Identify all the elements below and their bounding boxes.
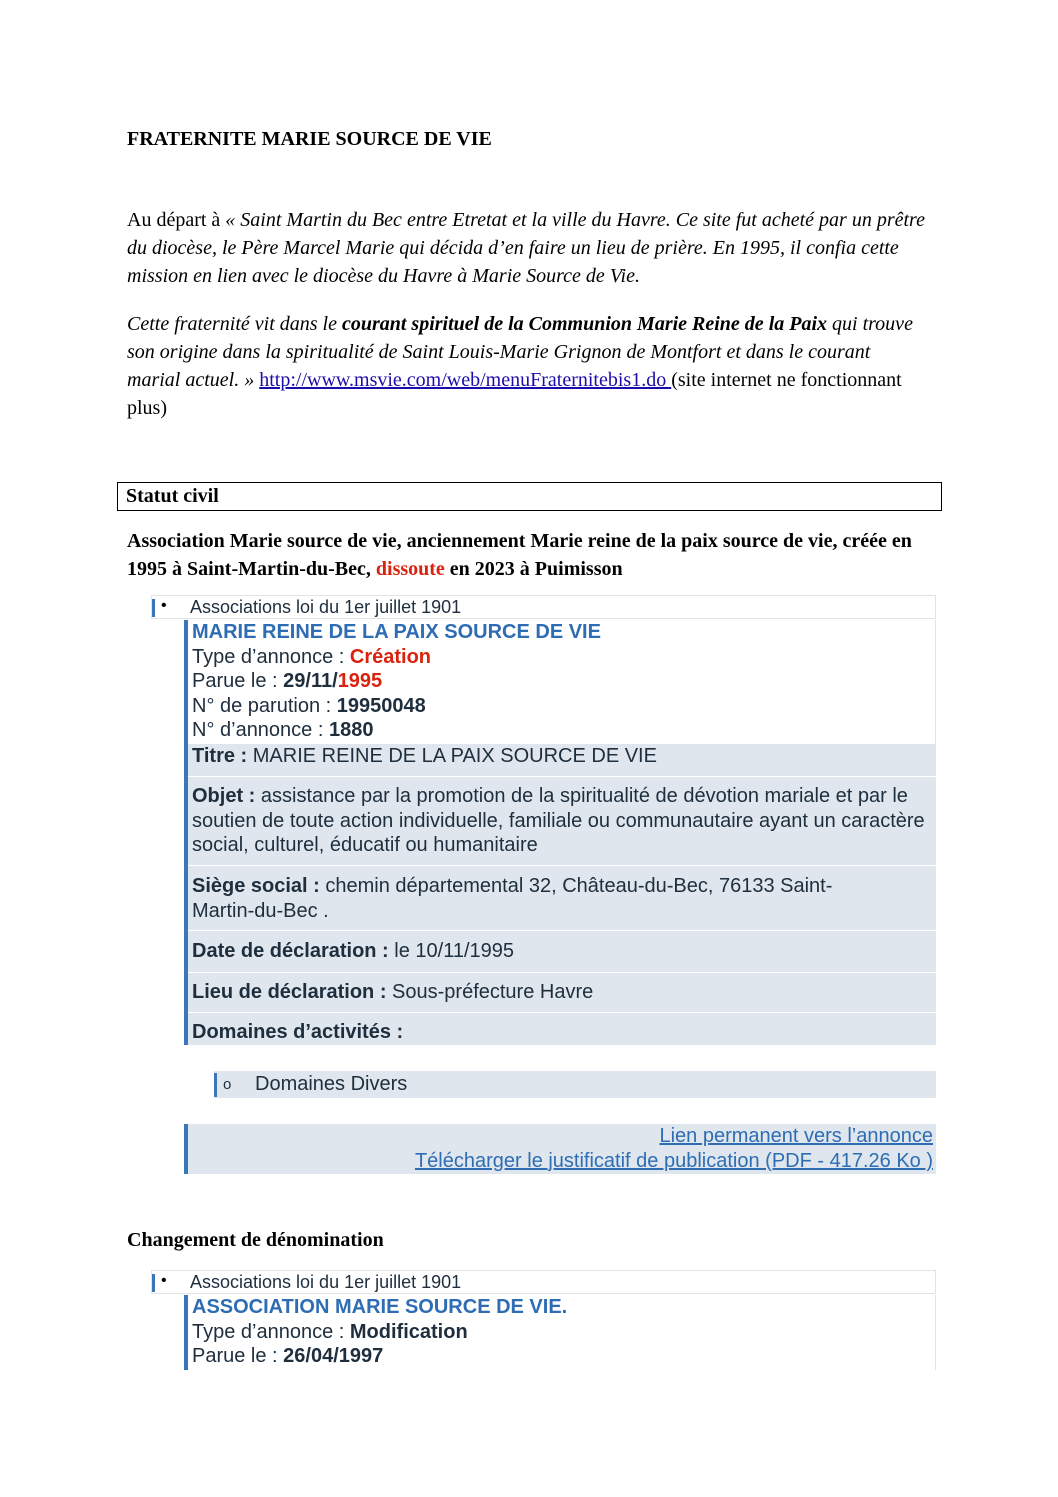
detail-siege xyxy=(192,874,892,923)
annonce2-parue xyxy=(192,1344,935,1369)
annonce-value: 1880 xyxy=(328,719,374,741)
permanent-link[interactable]: Lien permanent vers l’annonce xyxy=(659,1125,933,1147)
lieu-label: Lieu de déclaration : xyxy=(192,981,393,1003)
annonce2-category-row xyxy=(151,1270,936,1294)
association-summary xyxy=(127,527,927,583)
detail-titre xyxy=(192,744,937,769)
parue-value: 26/04/1997 xyxy=(283,1345,384,1367)
annonce-label: N° d’annonce : xyxy=(192,719,329,741)
parution-label: N° de parution : xyxy=(192,694,337,717)
parution-value: 19950048 xyxy=(336,694,426,717)
annonce2-type xyxy=(192,1320,935,1345)
dissoute-label: dissoute xyxy=(375,558,445,580)
domaine-item xyxy=(214,1071,936,1098)
detail-domaines xyxy=(192,1020,937,1045)
spirituality-text-start: Cette fraternité vit dans le xyxy=(127,313,342,335)
type-value: Modification xyxy=(349,1320,468,1343)
bullet-icon: • xyxy=(161,597,167,614)
spirituality-bold: courant spirituel de la Communion Marie Reine de la Paix xyxy=(341,313,828,335)
domaine-item-label: Domaines Divers xyxy=(255,1073,408,1095)
download-pdf-link[interactable]: Télécharger le justificatif de publication (PDF - 417.26 Ko ) xyxy=(414,1150,933,1172)
date-value: le 10/11/1995 xyxy=(394,940,515,962)
link-note: (site internet ne fonctionnant plus) xyxy=(127,369,902,419)
annonce2-category: Associations loi du 1er juillet 1901 xyxy=(190,1272,462,1292)
divider xyxy=(188,865,936,866)
siege-label: Siège social : xyxy=(192,875,326,897)
annonce2-header xyxy=(184,1295,936,1370)
annonce1-category-row xyxy=(151,595,936,619)
summary-part2: en 2023 à Puimisson xyxy=(444,558,623,580)
parue-date: 29/11/ xyxy=(283,670,338,692)
parue-year: 1995 xyxy=(337,670,383,692)
siege-value: chemin départemental 32, Château-du-Bec, 76133 Saint-Martin-du-Bec . xyxy=(192,875,833,922)
document-title: FRATERNITE MARIE SOURCE DE VIE xyxy=(127,128,492,150)
msvie-link[interactable]: http://www.msvie.com/web/menuFraternitebis1.do xyxy=(259,369,672,391)
section-title-changement: Changement de dénomination xyxy=(127,1229,384,1251)
divider xyxy=(188,972,936,973)
spirituality-text-end: qui trouve son origine dans la spiritualité de Saint Louis-Marie Grignon de Montfort et dans le courant marial actuel. » xyxy=(127,313,913,391)
spirituality-paragraph xyxy=(127,310,927,422)
annonce1-links xyxy=(184,1124,936,1174)
annonce1-type xyxy=(192,645,935,670)
bullet-icon: • xyxy=(161,1272,167,1289)
lieu-value: Sous-préfecture Havre xyxy=(392,981,594,1003)
titre-value: MARIE REINE DE LA PAIX SOURCE DE VIE xyxy=(252,745,657,767)
objet-label: Objet : xyxy=(192,785,261,807)
domaines-label: Domaines d’activités : xyxy=(192,1021,404,1043)
type-label: Type d’annonce : xyxy=(192,1320,350,1343)
summary-part1: Association Marie source de vie, anciennement Marie reine de la paix source de vie, créée en 1995 à Saint-Martin-du-Bec, xyxy=(127,530,912,580)
accent-bar xyxy=(214,1073,217,1097)
statut-civil-label: Statut civil xyxy=(126,485,219,507)
intro-prefix: Au départ à xyxy=(127,209,226,231)
annonce1-details xyxy=(184,744,936,1045)
annonce1-header xyxy=(184,620,936,744)
detail-date xyxy=(192,939,937,964)
annonce1-title: MARIE REINE DE LA PAIX SOURCE DE VIE xyxy=(192,621,601,643)
accent-bar xyxy=(152,599,155,617)
annonce1-category: Associations loi du 1er juillet 1901 xyxy=(190,597,462,617)
divider xyxy=(188,930,936,931)
annonce2-title: ASSOCIATION MARIE SOURCE DE VIE. xyxy=(192,1296,568,1318)
annonce1-parue xyxy=(192,669,935,694)
objet-value: assistance par la promotion de la spiritualité de dévotion mariale et par le soutien de toute action individuelle, familiale ou communautaire ayant un caractère social, culturel, éducatif ou humanitaire xyxy=(192,785,925,856)
intro-quote: « Saint Martin du Bec entre Etretat et la ville du Havre. Ce site fut acheté par un prêtre du diocèse, le Père Marcel Marie qui décida d’en faire un lieu de prière. En 1995, il confia cette mission en lien avec le diocèse du Havre à Marie Source de Vie. xyxy=(127,209,925,287)
titre-label: Titre : xyxy=(192,745,253,767)
annonce1-numero xyxy=(192,718,935,743)
type-label: Type d’annonce : xyxy=(192,645,350,668)
detail-lieu xyxy=(192,980,937,1005)
circle-bullet-icon: o xyxy=(223,1076,232,1093)
divider xyxy=(188,776,936,777)
date-label: Date de déclaration : xyxy=(192,940,395,962)
divider xyxy=(188,1012,936,1013)
type-value: Création xyxy=(349,645,432,668)
statut-civil-box xyxy=(117,482,942,511)
detail-objet xyxy=(192,784,937,858)
parue-label: Parue le : xyxy=(192,1345,284,1367)
annonce1-parution xyxy=(192,694,935,719)
accent-bar xyxy=(152,1274,155,1292)
intro-paragraph xyxy=(127,206,927,290)
parue-label: Parue le : xyxy=(192,670,284,692)
